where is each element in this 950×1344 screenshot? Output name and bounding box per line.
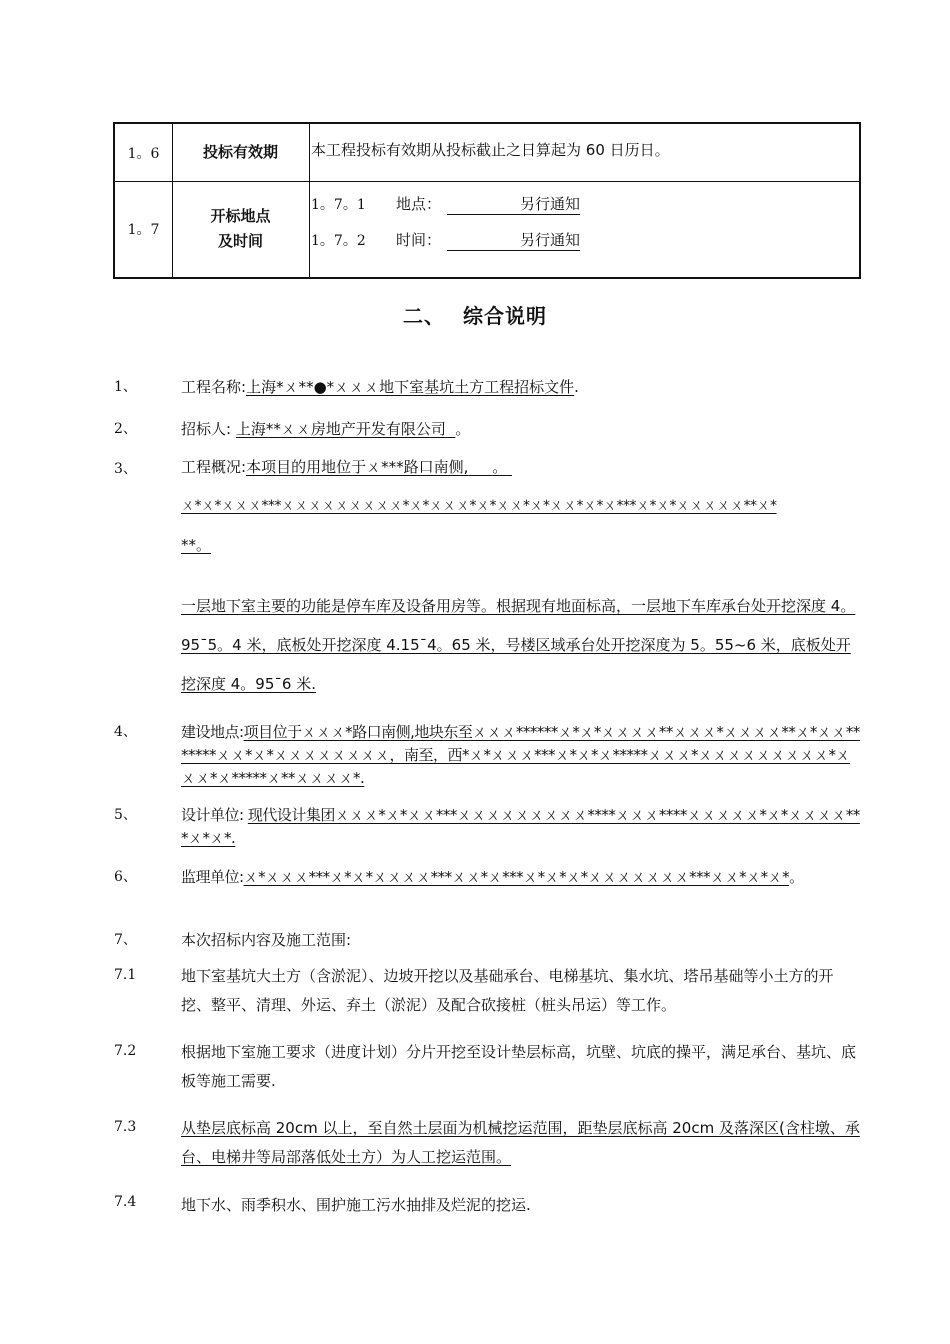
- section-title: 二、 综合说明: [403, 304, 547, 328]
- overview-paragraph: 一层地下室主要的功能是停车库及设备用房等。根据现有地面标高，一层地下车库承台处开挖深度 4。95¯5。4 米，底板处开挖深度 4.15¯4。65 米，号楼区域承台处开挖深度为 5。55~6 米，底板处开挖深度 4。95¯6 米.: [181, 597, 856, 693]
- table-row: [115, 124, 859, 182]
- row-content: 本工程投标有效期从投标截止之日算起为 60 日历日。: [311, 141, 670, 159]
- row-number: 1。6: [115, 124, 173, 181]
- info-table: [113, 122, 861, 279]
- row-label: 开标地点 及时间: [172, 181, 310, 277]
- row-label: 投标有效期: [172, 124, 310, 181]
- sub-item-time: 1。7。2 时间： 另行通知: [311, 231, 581, 249]
- table-row: [115, 181, 859, 277]
- row-number: 1。7: [115, 181, 173, 277]
- sub-item-location: 1。7。1 地点： 另行通知: [311, 195, 581, 213]
